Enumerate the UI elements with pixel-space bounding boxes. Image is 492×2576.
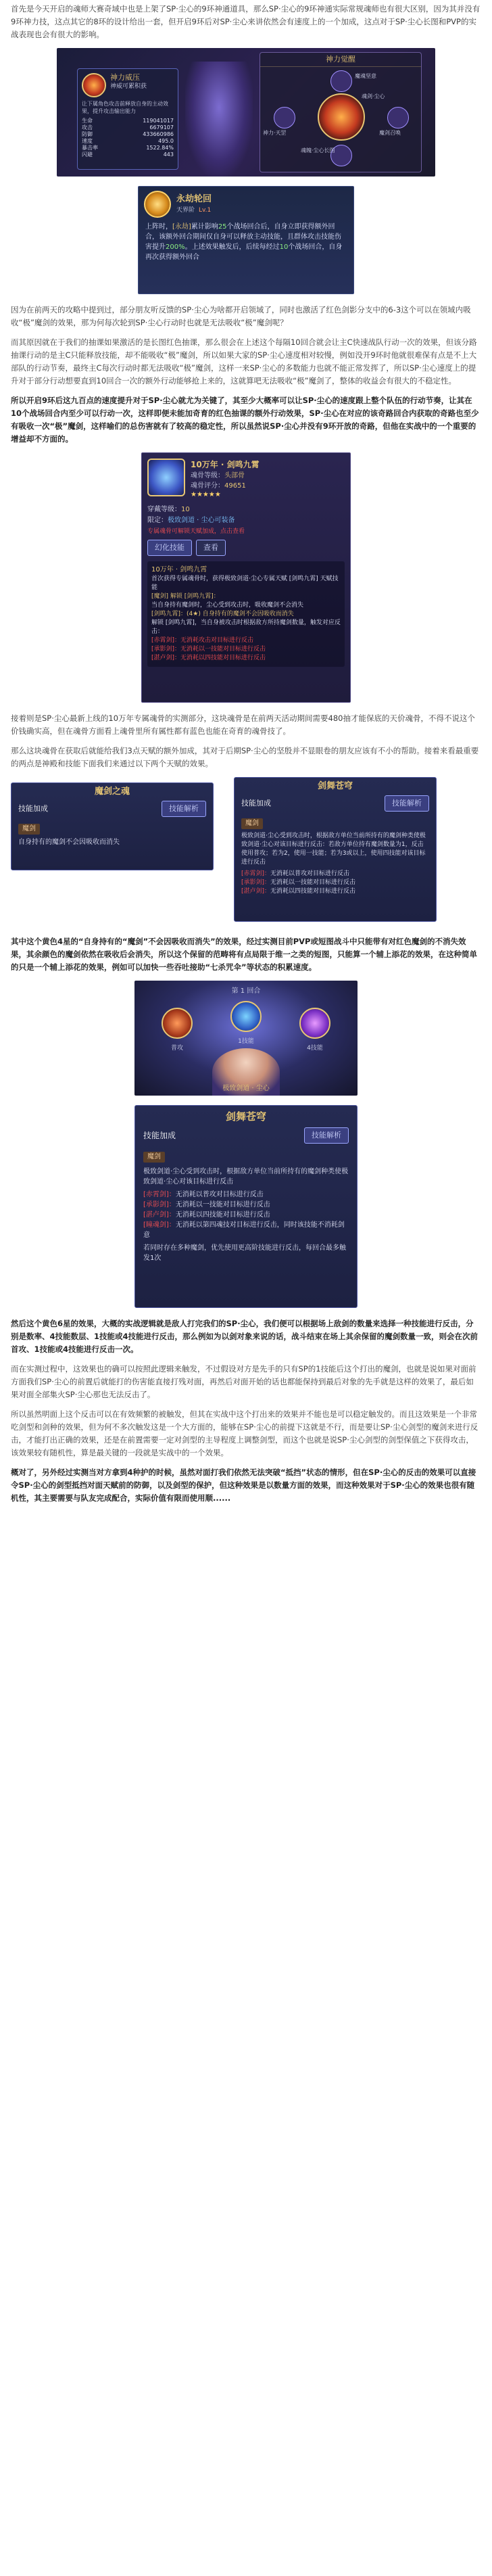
tooltip6-section: 技能加成 xyxy=(143,1131,176,1140)
node-label: 魂剑·尘心 xyxy=(362,93,385,99)
effect-line: 首次获得专属魂骨时，获得极致剑道·尘心专属天赋 [剑鸣九霄] 天赋技能 xyxy=(151,576,339,591)
tooltip6-line-prefix: [承影剑]： xyxy=(143,1201,176,1209)
screenshot-large-tooltip xyxy=(134,1105,358,1308)
effect-line: [剑鸣九霄]：(4★) 自身持有的魔剑不会因吸收而消失 xyxy=(151,611,294,617)
desc-5: 个战场回合，自身再次获得额外回合 xyxy=(145,243,343,261)
right-line-prefix: [承影剑]： xyxy=(241,879,271,886)
tooltip6-line xyxy=(143,1200,349,1210)
stat-row xyxy=(82,151,174,158)
article xyxy=(0,3,492,1505)
stat-name: 生命 xyxy=(82,118,93,124)
effect-line: [湛卢剑]：无消耗以四技能对目标进行反击 xyxy=(151,655,266,661)
right-line-prefix: [赤霄剑]： xyxy=(241,870,271,877)
stat-row xyxy=(82,131,174,138)
condition-row xyxy=(147,515,345,526)
screenshot-skill-card xyxy=(138,186,354,294)
skill-sub: 天界阶 xyxy=(176,207,195,214)
desc-count: 25 xyxy=(218,223,227,231)
bone-stars: ★★★★★ xyxy=(191,491,221,498)
skill-title: 10万年 · 剑鸣九霄 xyxy=(151,566,207,573)
tooltip6-line xyxy=(143,1210,349,1220)
tooltip6-line-text: 无消耗以四技能对目标进行反击 xyxy=(175,1211,270,1219)
tooltip-card xyxy=(77,68,178,170)
bone-level-label: 魂骨等级： xyxy=(191,472,224,479)
slot-label: 普攻 xyxy=(170,1045,183,1052)
level-badge: Lv.1 xyxy=(199,207,212,214)
tooltip-right xyxy=(234,777,437,922)
desc-3: 个战场回合后，自身立即获得额外回合，该额外回合期间仅自身可以释放主动技能，且群体攻击技能伤害提升 xyxy=(145,223,341,251)
paragraph-4: 所以开启9环后这九百点的速度提升对于SP·尘心就尤为关键了，其至少大概率可以让SP·尘心的速度跟上整个队伍的行动节奏，让其在10个战场回合内至少可以行动一次，这样即便未能加奇育的红色抽课的额外行动效果，SP·尘心在对应的该奇路回合内获取的奇路也至少有吸收一次“极”魔剑，这样喻们的总伤害就有了较高的稳定性，所以虽然说SP·尘心并没有9环开放的奇路，但他在实战中的一个重要的增益却不方面的。 xyxy=(11,396,479,444)
skill-name: 永劫轮回 xyxy=(176,194,212,204)
stat-value: 495.0 xyxy=(158,138,174,144)
bone-title: 10万年 · 剑鸣九霄 xyxy=(191,460,260,469)
tooltip6-line xyxy=(143,1220,349,1240)
bone-note[interactable]: 专属魂骨可解锁天赋加成，点击查看 xyxy=(147,528,245,535)
paragraph-10: 所以虽然明面上这个反击可以在有效频繁的被触发，但其在实战中这个打出来的效果并不能也是可以稳定触发的。而且这效果是一个非常吃剑型和剑种的效果，但为何不多次触发这是一个大方面的，能够在SP·尘心的前提下这就是不行，而是要让SP·尘心剑型的魔剑来进行反击，才能打出正确的效果，还是在前置需要一定对剑型的主导程度上调整剑型，而这个也就是说SP·尘心剑型的剑型保值之下获得攻击，该效果较有随机性，算是最关键的一段就是实战中的一个效果。 xyxy=(11,1409,478,1457)
desc-count-2: 10 xyxy=(279,243,289,251)
tooltip6-line-text: 无消耗以第四魂技对目标进行反击，同时该技能不消耗剑意 xyxy=(143,1221,345,1239)
awaken-panel xyxy=(260,52,422,172)
stat-row xyxy=(82,118,174,124)
skill-slot[interactable] xyxy=(299,1008,330,1039)
equip-row xyxy=(147,505,345,515)
right-line-prefix: [湛卢剑]： xyxy=(241,888,271,895)
stat-row xyxy=(82,145,174,151)
tooltip6-analysis-button[interactable]: 技能解析 xyxy=(304,1127,349,1144)
center-eye-icon[interactable] xyxy=(318,93,365,141)
effect-line: [魔剑] 解锁 [剑鸣九霄]： xyxy=(151,593,220,600)
stat-value: 1522.84% xyxy=(146,145,174,151)
paragraph-9: 而在实测过程中，这效果也的确可以按照此逻辑来触发，不过假设对方是先手的只有SP的1技能后这个打出的魔剑，也就是说如果对面前方面我们SP·尘心的前置后就能打的伤害能直接打残对面，再然后对面开始的话也都能保持到最后对象的先手就是这样的效果了，最后如果对面全部集火SP·尘心那也无法反击了。 xyxy=(11,1364,476,1399)
skill-slot[interactable] xyxy=(230,1001,262,1032)
tab-view[interactable]: 查看 xyxy=(196,540,226,556)
bone-level-row xyxy=(191,471,260,481)
paragraph-3: 而其原因就在于我们的抽课如果激活的是长图红色抽课，那么很会在上述这个每隔10回合就会让主C快速战队行动一次的效果，但该分路抽课行动的是主C只能释放技能，却不能吸收“极”魔剑，所以如果大家的SP·尘心速度相对较慢，例如没开9环时他就很难保有点是不上大部队的行动节奏，最终主C每次行动时都无法吸收“极”魔剑，这样一来SP·尘心的多数能力也就不能正常发挥了，所以SP·尘心速度上的提升对于部分行动想要直到10回合一次的额外行动能够抢上来的，这就算吧无法吸收“极”魔剑了，整体的收益会有很大的不稳定性。 xyxy=(11,337,477,385)
effect-line: 解锁 [剑鸣九霄]，当自身被攻击时根据敌方所持魔剑数量，触发对应反击： xyxy=(151,619,341,635)
paragraph-8: 然后这个黄色6星的效果，大概的实战逻辑就是敌人打完我们的SP·尘心，我们便可以根据场上敌剑的数量来选择一种技能进行反击，分别是数率、4技能数层、1技能或4技能进行反击，那么例如为以剑对象来说的话，战斗结束在场上其余保留的魔剑数量一致，则会在次前首攻、1技能或4技能进行反击一次。 xyxy=(11,1319,478,1354)
tooltip6-line-prefix: [瞳魂剑]： xyxy=(143,1221,176,1229)
panel-title: 神力觉醒 xyxy=(260,53,421,67)
left-title: 魔剑之魂 xyxy=(94,787,130,797)
left-text: 自身持有的魔剑不会因吸收而消失 xyxy=(18,839,120,846)
stat-name: 攻击 xyxy=(82,124,93,131)
tooltip6-line-text: 无消耗以一技能对目标进行反击 xyxy=(175,1201,270,1209)
desc-bracket: [永劫] xyxy=(172,223,191,231)
desc-pct: 200% xyxy=(166,243,185,251)
right-analysis-button[interactable]: 技能解析 xyxy=(385,795,429,812)
effect-line: 当自身持有魔剑时，尘心受到攻击时，吸收魔剑不会消失 xyxy=(151,602,304,609)
left-section: 技能加成 xyxy=(18,804,48,813)
tooltip6-tag: 魔剑 xyxy=(143,1152,165,1163)
left-analysis-button[interactable]: 技能解析 xyxy=(162,801,206,817)
stat-name: 防御 xyxy=(82,131,93,137)
tooltip-effect: 让下属角色攻击前释放自身的主动效果，提升攻击输出能力 xyxy=(82,101,168,114)
paragraph-2: 因为在前两天的攻略中提到过，部分朋友听反馈的SP·尘心为啥都开启领域了，同时也激活了红色剑影分支中的6-3这个可以在领域内吸收“极”魔剑的效果，那为何每次轮到SP·尘心行动时也就是无法吸收“极”魔剑呢？ xyxy=(11,305,471,327)
right-line-text: 无消耗以四技能对目标进行反击 xyxy=(270,888,356,895)
node-right[interactable] xyxy=(387,107,409,128)
node-top[interactable] xyxy=(330,70,352,92)
bone-score-row xyxy=(191,481,260,491)
tooltip-left xyxy=(11,782,214,870)
skill-desc xyxy=(139,222,353,262)
right-line xyxy=(241,887,429,896)
level-value: 1 xyxy=(207,207,212,214)
tooltip-eye-icon xyxy=(82,73,106,97)
node-label: 神力·天罡 xyxy=(263,130,287,136)
tooltip-title: 神力威压 xyxy=(110,73,140,82)
tooltip6-line-text: 无消耗以普攻对目标进行反击 xyxy=(175,1191,264,1198)
node-label: 魔剑召唤 xyxy=(379,130,401,136)
tab-skill[interactable]: 幻化技能 xyxy=(147,540,192,556)
screenshot-battle xyxy=(134,981,358,1096)
node-label: 魔魂坚意 xyxy=(355,73,376,79)
tooltip6-line xyxy=(143,1190,349,1200)
left-tag: 魔剑 xyxy=(18,824,40,835)
stat-value: 119041017 xyxy=(143,118,174,124)
stat-row xyxy=(82,138,174,145)
round-label: 第 1 回合 xyxy=(231,987,261,995)
paragraph-11: 概对了，另外经过实测当对方拿到4种护的时候，虽然对面打我们依然无法突破“抵挡”状态的情形，但在SP·尘心的反击的效果可以直接令SP·尘心的剑型抵挡对面天赋前的防御，以及剑型的保护，但这种效果是以数量方面的效果，而这种效果对于SP·尘心的效果也很有随机性，其主要需要与队友完成配合，实际价值有限而使用顺...... xyxy=(11,1468,476,1503)
bone-level-value: 头部骨 xyxy=(224,472,245,479)
stat-name: 闪避 xyxy=(82,151,93,158)
screenshot-tooltips-pair xyxy=(11,777,481,926)
effect-line: [赤霄剑]：无消耗攻击对目标进行反击 xyxy=(151,637,254,644)
skill-icon xyxy=(144,191,171,218)
equip-label: 穿戴等级： xyxy=(147,506,181,513)
tooltip6-line-prefix: [赤霄剑]： xyxy=(143,1191,176,1198)
effect-line: [承影剑]：无消耗以一技能对目标进行反击 xyxy=(151,646,266,653)
node-left[interactable] xyxy=(274,107,295,128)
equip-value: 10 xyxy=(181,506,190,513)
tooltip6-outro: 若同时存在多种魔剑，优先使用更高阶技能进行反击，每回合最多触发1次 xyxy=(143,1244,346,1262)
screenshot-awaken xyxy=(57,48,435,177)
character-silhouette xyxy=(185,62,253,177)
stat-value: 6679107 xyxy=(149,124,174,131)
skill-effects-box xyxy=(147,561,345,667)
desc-4: 。上述效果触发后，后续每经过 xyxy=(184,243,280,251)
stat-name: 速度 xyxy=(82,138,93,144)
battle-banner: 极致剑道 · 尘心 xyxy=(222,1085,270,1092)
right-section: 技能加成 xyxy=(241,799,271,807)
tooltip6-title: 剑舞苍穹 xyxy=(225,1110,266,1123)
paragraph-5: 接着则是SP·尘心最新上线的10万年专属魂骨的实测部分，这块魂骨是在前两天活动期间需要480抽才能保底的天价魂骨，不得不说这个价钱确实高，但在魂骨方面看上魂骨里所有属性都有蓝色也能在奇育的魂骨技了。 xyxy=(11,713,475,736)
stat-value: 443 xyxy=(163,151,174,158)
tooltip-subtitle: 神威可累积获 xyxy=(110,83,147,90)
right-line-text: 无消耗以普攻对目标进行反击 xyxy=(270,870,350,877)
paragraph-6: 那么这块魂骨在获取后就能给我们3点天赋的额外加成，其对于后期SP·尘心的坚殷并不显眼卷的朋友应该有不小的帮助。接着来看最重要的两点是神殿和技能下面我们来通过以下两个天赋的效果。 xyxy=(11,746,479,768)
paragraph-1: 首先是今天开启的魂师大赛奇域中也是上架了SP·尘心的9环神通道具，那么SP·尘心的9环神通实际常规魂师也有很大区别，因为其并没有9环神力技，这点其它的8环的设计给出一套，但开启9环后对SP·尘心来讲依然会有速度上的一个加成，这点对于SP·尘心长图和PVP的实战表现也会有很大的影响。 xyxy=(11,4,481,39)
bone-score-label: 魂骨评分： xyxy=(191,482,224,490)
skill-slot[interactable] xyxy=(162,1008,193,1039)
right-line-text: 无消耗以一技能对目标进行反击 xyxy=(270,879,356,886)
bone-score-value: 49651 xyxy=(224,482,246,490)
slot-label: 1技能 xyxy=(238,1038,254,1045)
condition-label: 限定： xyxy=(147,517,168,524)
right-line xyxy=(241,879,429,887)
paragraph-7: 其中这个黄色4星的“自身持有的“魔剑”不会因吸收而消失”的效果，经过实测目前PVP或短图战斗中只能带有对红色魔剑的不消失效果，其余颜色的魔剑依然在吸收后会消失，所以这个保留的范畴将有点局限于维一之类的短图，只能算一个辅上添花的效果，在这种简单的只是一个辅上添花的效果，例如可以加快一些吞吐接助“七杀咒伞”等状态的积累速度。 xyxy=(11,937,477,972)
node-label: 魂魄·尘心长图 xyxy=(301,147,335,154)
tooltip6-intro: 极致剑道·尘心受到攻击时，根据敌方单位当前所持有的魔剑种类使极致剑道·尘心对该目标进行反击 xyxy=(143,1168,349,1186)
right-line xyxy=(241,870,429,879)
bone-icon xyxy=(147,459,185,496)
slot-label: 4技能 xyxy=(307,1045,323,1052)
right-title: 剑舞苍穹 xyxy=(317,781,353,791)
right-text: 极致剑道·尘心受到攻击时，根据敌方单位当前所持有的魔剑种类使极致剑道·尘心对该目标进行反击：若敌方单位持有魔剑数量为1，反击使用普攻；若为2，使用一技能；若为3或以上，使用四技能对该目标进行反击 xyxy=(241,833,426,866)
desc-2: 累计影响 xyxy=(191,223,218,231)
desc-1: 上阵时， xyxy=(145,223,172,231)
stat-name: 暴击率 xyxy=(82,145,98,151)
stat-row xyxy=(82,124,174,131)
right-tag: 魔剑 xyxy=(241,818,263,829)
tooltip6-line-prefix: [湛卢剑]： xyxy=(143,1211,176,1219)
screenshot-soul-bone xyxy=(141,452,351,703)
stat-value: 433660986 xyxy=(143,131,174,137)
condition-value: 极致剑道 · 尘心可装备 xyxy=(168,517,235,524)
